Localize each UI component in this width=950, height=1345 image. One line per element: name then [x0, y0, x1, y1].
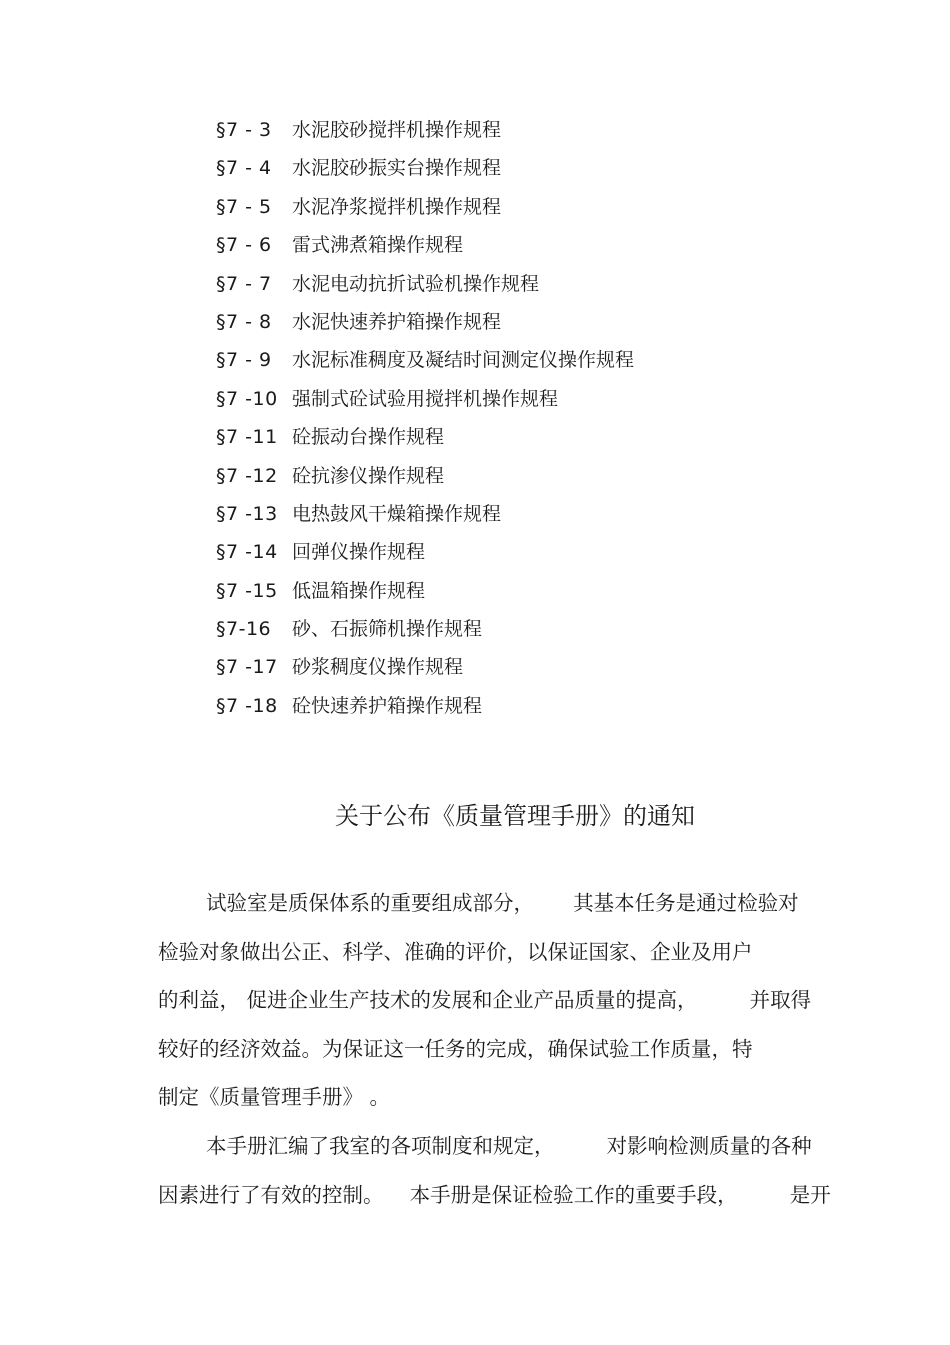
- toc-section-title: 雷式沸煮箱操作规程: [292, 234, 464, 257]
- toc-section-title: 水泥胶砂振实台操作规程: [292, 157, 502, 180]
- table-of-contents: [216, 113, 634, 727]
- toc-section-title: 砂、石振筛机操作规程: [292, 618, 483, 641]
- toc-section-number: §7 -12: [216, 464, 278, 487]
- toc-entry: [216, 574, 634, 612]
- paragraph-line: 试验室是质保体系的重要组成部分， 其基本任务是通过检验对: [206, 891, 799, 915]
- toc-entry: [216, 190, 634, 228]
- toc-entry: [216, 267, 634, 305]
- toc-entry: [216, 497, 634, 535]
- toc-entry: [216, 420, 634, 458]
- toc-entry: [216, 689, 634, 727]
- paragraph-line: 检验对象做出公正、科学、准确的评价，以保证国家、企业及用户: [158, 939, 753, 964]
- toc-entry: [216, 343, 634, 381]
- paragraph-line: 的利益， 促进企业生产技术的发展和企业产品质量的提高， 并取得: [158, 988, 812, 1013]
- toc-section-number: §7 -17: [216, 656, 278, 679]
- toc-section-number: §7 - 3: [216, 119, 272, 141]
- paragraph-line: 因素进行了有效的控制。 本手册是保证检验工作的重要手段， 是开: [158, 1182, 831, 1207]
- toc-section-title: 回弹仪操作规程: [292, 541, 426, 564]
- toc-section-number: §7 - 6: [216, 234, 272, 257]
- notice-title: 关于公布《质量管理手册》的通知: [335, 802, 695, 830]
- toc-section-number: §7 - 5: [216, 195, 272, 218]
- toc-section-number: §7 -11: [216, 426, 278, 449]
- toc-entry: [216, 535, 634, 573]
- toc-entry: [216, 650, 634, 688]
- toc-entry: [216, 228, 634, 266]
- paragraph-line: 本手册汇编了我室的各项制度和规定， 对影响检测质量的各种: [206, 1133, 812, 1158]
- toc-section-number: §7 -18: [216, 694, 278, 717]
- toc-section-number: §7 - 8: [216, 310, 272, 333]
- toc-section-title: 砼抗渗仪操作规程: [292, 464, 445, 487]
- toc-section-title: 水泥快速养护箱操作规程: [292, 310, 502, 333]
- toc-section-title: 水泥电动抗折试验机操作规程: [292, 272, 540, 295]
- toc-entry: [216, 305, 634, 343]
- toc-section-number: §7 -14: [216, 541, 278, 564]
- toc-section-title: 电热鼓风干燥箱操作规程: [292, 502, 502, 525]
- toc-section-title: 砼振动台操作规程: [292, 426, 445, 449]
- paragraph-line: 较好的经济效益。为保证这一任务的完成，确保试验工作质量，特: [158, 1036, 753, 1061]
- toc-entry: [216, 113, 634, 151]
- toc-section-number: §7 -13: [216, 502, 278, 525]
- toc-section-number: §7 -15: [216, 579, 278, 602]
- toc-entry: [216, 612, 634, 650]
- toc-section-number: §7 - 7: [216, 272, 272, 295]
- toc-section-title: 砼快速养护箱操作规程: [292, 694, 483, 717]
- toc-section-title: 砂浆稠度仪操作规程: [292, 656, 464, 679]
- toc-section-number: §7 -10: [216, 387, 278, 410]
- toc-entry: [216, 459, 634, 497]
- toc-entry: [216, 382, 634, 420]
- toc-section-number: §7 - 9: [216, 349, 272, 372]
- toc-section-title: 水泥净浆搅拌机操作规程: [292, 195, 502, 218]
- toc-section-number: §7 - 4: [216, 157, 272, 180]
- notice-body: [158, 883, 858, 1223]
- toc-entry: [216, 151, 634, 189]
- toc-section-title: 水泥胶砂搅拌机操作规程: [292, 119, 502, 141]
- toc-section-title: 强制式砼试验用搅拌机操作规程: [292, 387, 559, 410]
- paragraph-line: 制定《质量管理手册》 。: [158, 1085, 391, 1110]
- toc-section-title: 水泥标准稠度及凝结时间测定仪操作规程: [292, 349, 635, 372]
- toc-section-number: §7-16: [216, 618, 272, 641]
- toc-section-title: 低温箱操作规程: [292, 579, 426, 602]
